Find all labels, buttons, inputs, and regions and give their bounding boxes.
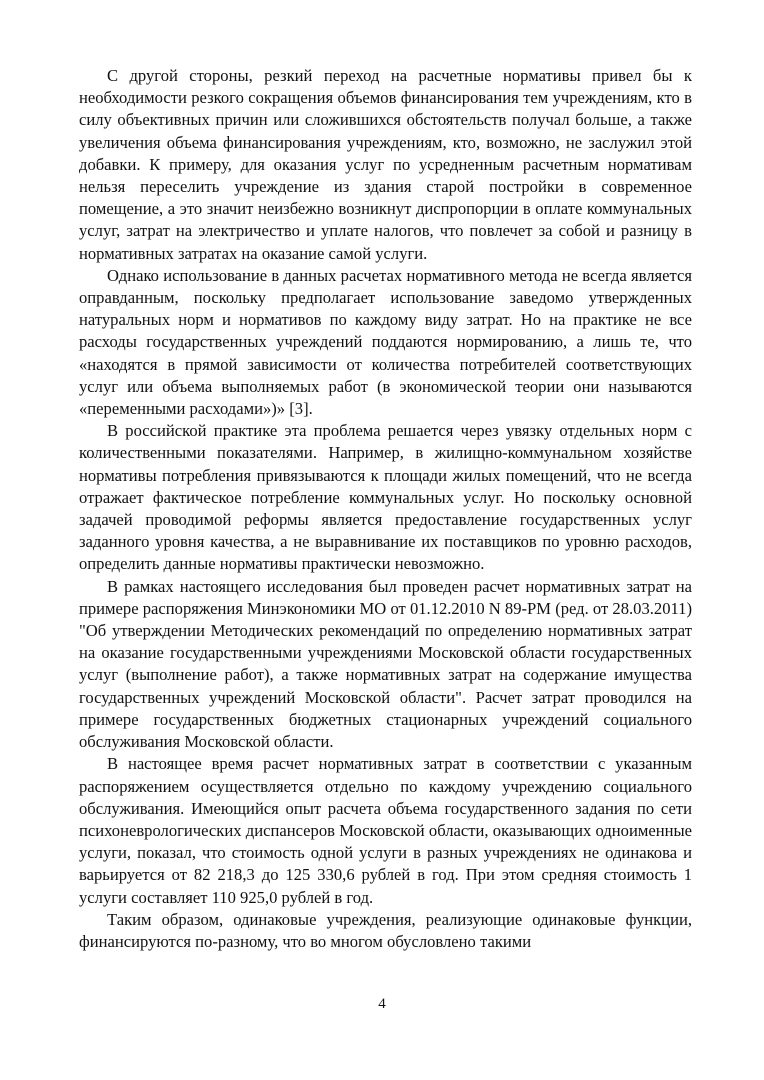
paragraph-5: В настоящее время расчет нормативных затрат в соответствии с указанным распоряжением осуществляется отдельно по каждому учреждению социального обслуживания. Имеющийся опыт расчета объема государственного задания по сети психоневрологических диспансеров Московской области, оказывающих одноименные услуги, показал, что стоимость одной услуги в разных учреждениях не одинакова и варьируется от 82 218,3 до 125 330,6 рублей в год. При этом средняя стоимость 1 услуги составляет 110 925,0 рублей в год. (79, 754, 692, 907)
paragraph-2: Однако использование в данных расчетах нормативного метода не всегда является оправданным, поскольку предполагает использование заведомо утвержденных натуральных норм и нормативов по каждому виду затрат. Но на практике не все расходы государственных учреждений поддаются нормированию, а лишь те, что «находятся в прямой зависимости от количества потребителей соответствующих услуг или объема выполняемых работ (в экономической теории они называются «переменными расходами»)» [3]. (79, 265, 692, 419)
paragraph-6: Таким образом, одинаковые учреждения, реализующие одинаковые функции, финансируются по-разному, что во многом обусловлено такими (79, 909, 692, 951)
paragraph-4: В рамках настоящего исследования был проведен расчет нормативных затрат на примере распоряжения Минэкономики МО от 01.12.2010 N 89-РМ (ред. от 28.03.2011) "Об утверждении Методических рекомендаций по определению нормативных затрат на оказание государственными учреждениями Московской области государственных услуг (выполнение работ), а также нормативных затрат на содержание имущества государственных учреждений Московской области". Расчет затрат проводился на примере государственных бюджетных стационарных учреждений социального обслуживания Московской области. (79, 576, 692, 752)
paragraph-1: С другой стороны, резкий переход на расчетные нормативы привел бы к необходимости резкого сокращения объемов финансирования тем учреждениям, кто в силу объективных причин или сложившихся обстоятельств получал больше, а также увеличения объема финансирования учреждениям, кто, возможно, не заслужил этой добавки. К примеру, для оказания услуг по усредненным расчетным нормативам нельзя переселить учреждение из здания старой постройки в современное помещение, а это значит неизбежно возникнут диспропорции в оплате коммунальных услуг, затрат на электричество и уплате налогов, что повлечет за собой и разницу в нормативных затратах на оказание самой услуги. (79, 66, 692, 263)
paragraph-3: В российской практике эта проблема решается через увязку отдельных норм с количественными показателями. Например, в жилищно-коммунальном хозяйстве нормативы потребления привязываются к площади жилых помещений, что не всегда отражает фактическое потребление коммунальных услуг. Но поскольку основной задачей проводимой реформы является предоставление государственных услуг заданного уровня качества, а не выравнивание их поставщиков по уровню расходов, определить данные нормативы практически невозможно. (79, 421, 692, 574)
body-text (79, 65, 692, 953)
page-number: 4 (378, 996, 386, 1012)
